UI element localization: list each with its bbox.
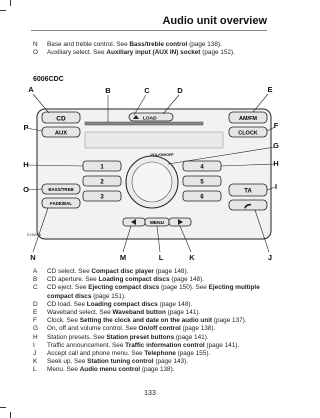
item-key: C bbox=[33, 284, 38, 292]
item-page-ref: (page 137). bbox=[212, 317, 247, 325]
item-ref-title: Traffic information control bbox=[125, 341, 205, 349]
preset-1-label: 1 bbox=[100, 164, 104, 171]
item-text-plain: Base and treble control. See bbox=[47, 41, 130, 48]
callout-k: K bbox=[189, 253, 195, 262]
item-page-ref: (page 143). bbox=[153, 358, 189, 366]
item-key: H bbox=[33, 333, 38, 341]
item-ref-title: Loading compact discs bbox=[98, 276, 170, 284]
item-ref-title: Station preset buttons bbox=[106, 333, 175, 341]
list-item bbox=[33, 342, 271, 350]
audio-unit-diagram bbox=[23, 84, 279, 264]
item-ref-title: Bass/treble control bbox=[129, 41, 188, 48]
item-text bbox=[47, 350, 271, 358]
item-text bbox=[47, 41, 271, 49]
crop-mark bbox=[10, 0, 11, 6]
crop-mark bbox=[10, 412, 11, 418]
ta-button-label: TA bbox=[244, 188, 252, 195]
callout-m: M bbox=[119, 253, 127, 262]
item-text-plain: CD load. See bbox=[47, 300, 87, 308]
figure-ref: E136966 bbox=[27, 233, 42, 237]
menu-button-label: MENU bbox=[149, 221, 165, 226]
callout-h-left: H bbox=[23, 160, 29, 169]
item-page-ref: (page 141). bbox=[174, 333, 209, 341]
cd-aperture bbox=[85, 122, 203, 125]
list-item bbox=[33, 358, 271, 366]
item-page-ref: (page 148). bbox=[153, 268, 189, 275]
callout-o: O bbox=[23, 185, 29, 194]
preset-5-label: 5 bbox=[200, 179, 204, 186]
item-ref-title: Telephone bbox=[144, 350, 176, 358]
item-page-ref: (page 150). See bbox=[159, 284, 209, 292]
preset-2-label: 2 bbox=[100, 179, 104, 186]
item-page-ref: (page 141). bbox=[165, 309, 201, 317]
load-button-label: LOAD bbox=[143, 116, 157, 122]
display-panel bbox=[85, 132, 223, 148]
item-text bbox=[47, 342, 271, 350]
list-item bbox=[33, 301, 271, 309]
item-text bbox=[47, 301, 271, 309]
section-code: 6006CDC bbox=[33, 76, 64, 83]
item-ref-title: Loading compact discs bbox=[86, 300, 158, 308]
item-text-plain: Clock. See bbox=[47, 317, 80, 325]
callout-b: B bbox=[105, 86, 111, 95]
item-key: L bbox=[33, 366, 37, 374]
callout-d: D bbox=[177, 86, 183, 95]
callout-p: P bbox=[23, 123, 29, 132]
item-ref-title: Setting the clock and date on the audio unit bbox=[79, 317, 213, 325]
item-ref-title: On/off control bbox=[138, 325, 181, 333]
item-page-ref: (page 155). bbox=[175, 350, 211, 358]
item-key: K bbox=[33, 358, 38, 366]
item-text bbox=[47, 309, 271, 317]
item-key: I bbox=[33, 341, 35, 349]
item-key: F bbox=[33, 317, 37, 325]
callout-a: A bbox=[28, 85, 34, 94]
bottom-item-list bbox=[33, 268, 271, 375]
item-ref-title: Waveband button bbox=[112, 309, 166, 317]
item-text bbox=[47, 49, 271, 57]
item-text bbox=[47, 276, 271, 284]
list-item bbox=[33, 334, 271, 342]
item-page-ref: (page 152). bbox=[200, 49, 235, 57]
list-item bbox=[33, 309, 271, 317]
page-title: Audio unit overview bbox=[162, 15, 267, 27]
item-ref-title-2: Ejecting multiple compact discs bbox=[47, 284, 260, 300]
item-text bbox=[47, 268, 271, 276]
item-text bbox=[47, 325, 271, 333]
cd-button-label: CD bbox=[56, 115, 66, 123]
item-text-plain: Seek up. See bbox=[47, 358, 88, 366]
callout-j: J bbox=[267, 253, 273, 262]
item-ref-title: Auxiliary input (AUX IN) socket bbox=[106, 49, 201, 57]
item-text-plain: Traffic announcement. See bbox=[47, 341, 126, 349]
preset-6-label: 6 bbox=[200, 194, 204, 201]
item-text-plain: Menu. See bbox=[47, 366, 80, 374]
item-key: A bbox=[33, 268, 38, 275]
item-ref-title: Audio menu control bbox=[79, 366, 141, 374]
list-item bbox=[33, 41, 271, 49]
callout-g: G bbox=[273, 141, 279, 150]
item-text bbox=[47, 284, 271, 300]
page-number: 133 bbox=[144, 390, 156, 397]
volume-label: VOL/ON/OFF bbox=[150, 153, 174, 157]
item-key: J bbox=[33, 350, 37, 358]
item-page-ref: (page 138). bbox=[180, 325, 216, 333]
list-item bbox=[33, 366, 271, 374]
item-page-ref: (page 141). bbox=[204, 341, 240, 349]
callout-e: E bbox=[267, 85, 273, 94]
callout-i: I bbox=[274, 182, 278, 191]
callout-h-right: H bbox=[273, 159, 279, 168]
item-text bbox=[47, 317, 271, 325]
callout-f: F bbox=[273, 121, 279, 130]
item-text bbox=[47, 334, 271, 342]
preset-3-label: 3 bbox=[100, 194, 104, 201]
item-text-plain: On, off and volume control. See bbox=[47, 325, 139, 333]
item-page-ref: (page 138). bbox=[187, 41, 222, 48]
callout-l: L bbox=[158, 253, 164, 262]
volume-knob-inner bbox=[132, 162, 172, 202]
list-item bbox=[33, 350, 271, 358]
item-text bbox=[47, 358, 271, 366]
item-key: D bbox=[33, 300, 38, 308]
item-key: B bbox=[33, 276, 38, 284]
crop-mark bbox=[0, 10, 6, 11]
list-item bbox=[33, 325, 271, 333]
aux-button-label: AUX bbox=[54, 130, 68, 137]
item-ref-title: Station tuning control bbox=[87, 358, 154, 366]
item-text-plain: Auxiliary select. See bbox=[47, 49, 107, 57]
preset-4-label: 4 bbox=[200, 164, 204, 171]
item-page-ref: (page 148). bbox=[157, 300, 193, 308]
callout-c: C bbox=[144, 86, 150, 95]
list-item bbox=[33, 276, 271, 284]
item-text-plain: CD aperture. See bbox=[47, 276, 99, 284]
list-item bbox=[33, 317, 271, 325]
clock-button-label: CLOCK bbox=[238, 130, 258, 137]
item-key: N bbox=[33, 41, 38, 48]
item-text-plain: CD eject. See bbox=[47, 284, 89, 292]
top-item-list bbox=[33, 41, 271, 57]
item-page-ref: (page 138). bbox=[140, 366, 175, 374]
crop-mark bbox=[0, 407, 6, 408]
list-item bbox=[33, 284, 271, 300]
item-key: E bbox=[33, 309, 38, 317]
item-text-plain: Accept call and phone menu. See bbox=[47, 350, 145, 358]
fade-balance-label: FADE/BAL bbox=[50, 201, 72, 206]
item-key: O bbox=[33, 49, 38, 57]
list-item bbox=[33, 49, 271, 57]
item-key: G bbox=[33, 325, 38, 333]
item-text-plain: Station presets. See bbox=[47, 333, 107, 341]
am-fm-button-label: AM/FM bbox=[238, 116, 258, 122]
item-ref-title: Ejecting compact discs bbox=[88, 284, 160, 292]
callout-n: N bbox=[30, 253, 36, 262]
item-ref-title: Compact disc player bbox=[91, 268, 154, 275]
list-item bbox=[33, 268, 271, 276]
item-page-ref-2: (page 151). bbox=[91, 292, 126, 300]
item-page-ref: (page 148). bbox=[169, 276, 205, 284]
bass-treble-label: BASS/TREB bbox=[48, 187, 74, 192]
item-text-plain: CD select. See bbox=[47, 268, 92, 275]
header-divider bbox=[31, 30, 267, 31]
item-text-plain: Waveband select. See bbox=[47, 309, 113, 317]
item-text bbox=[47, 366, 271, 374]
